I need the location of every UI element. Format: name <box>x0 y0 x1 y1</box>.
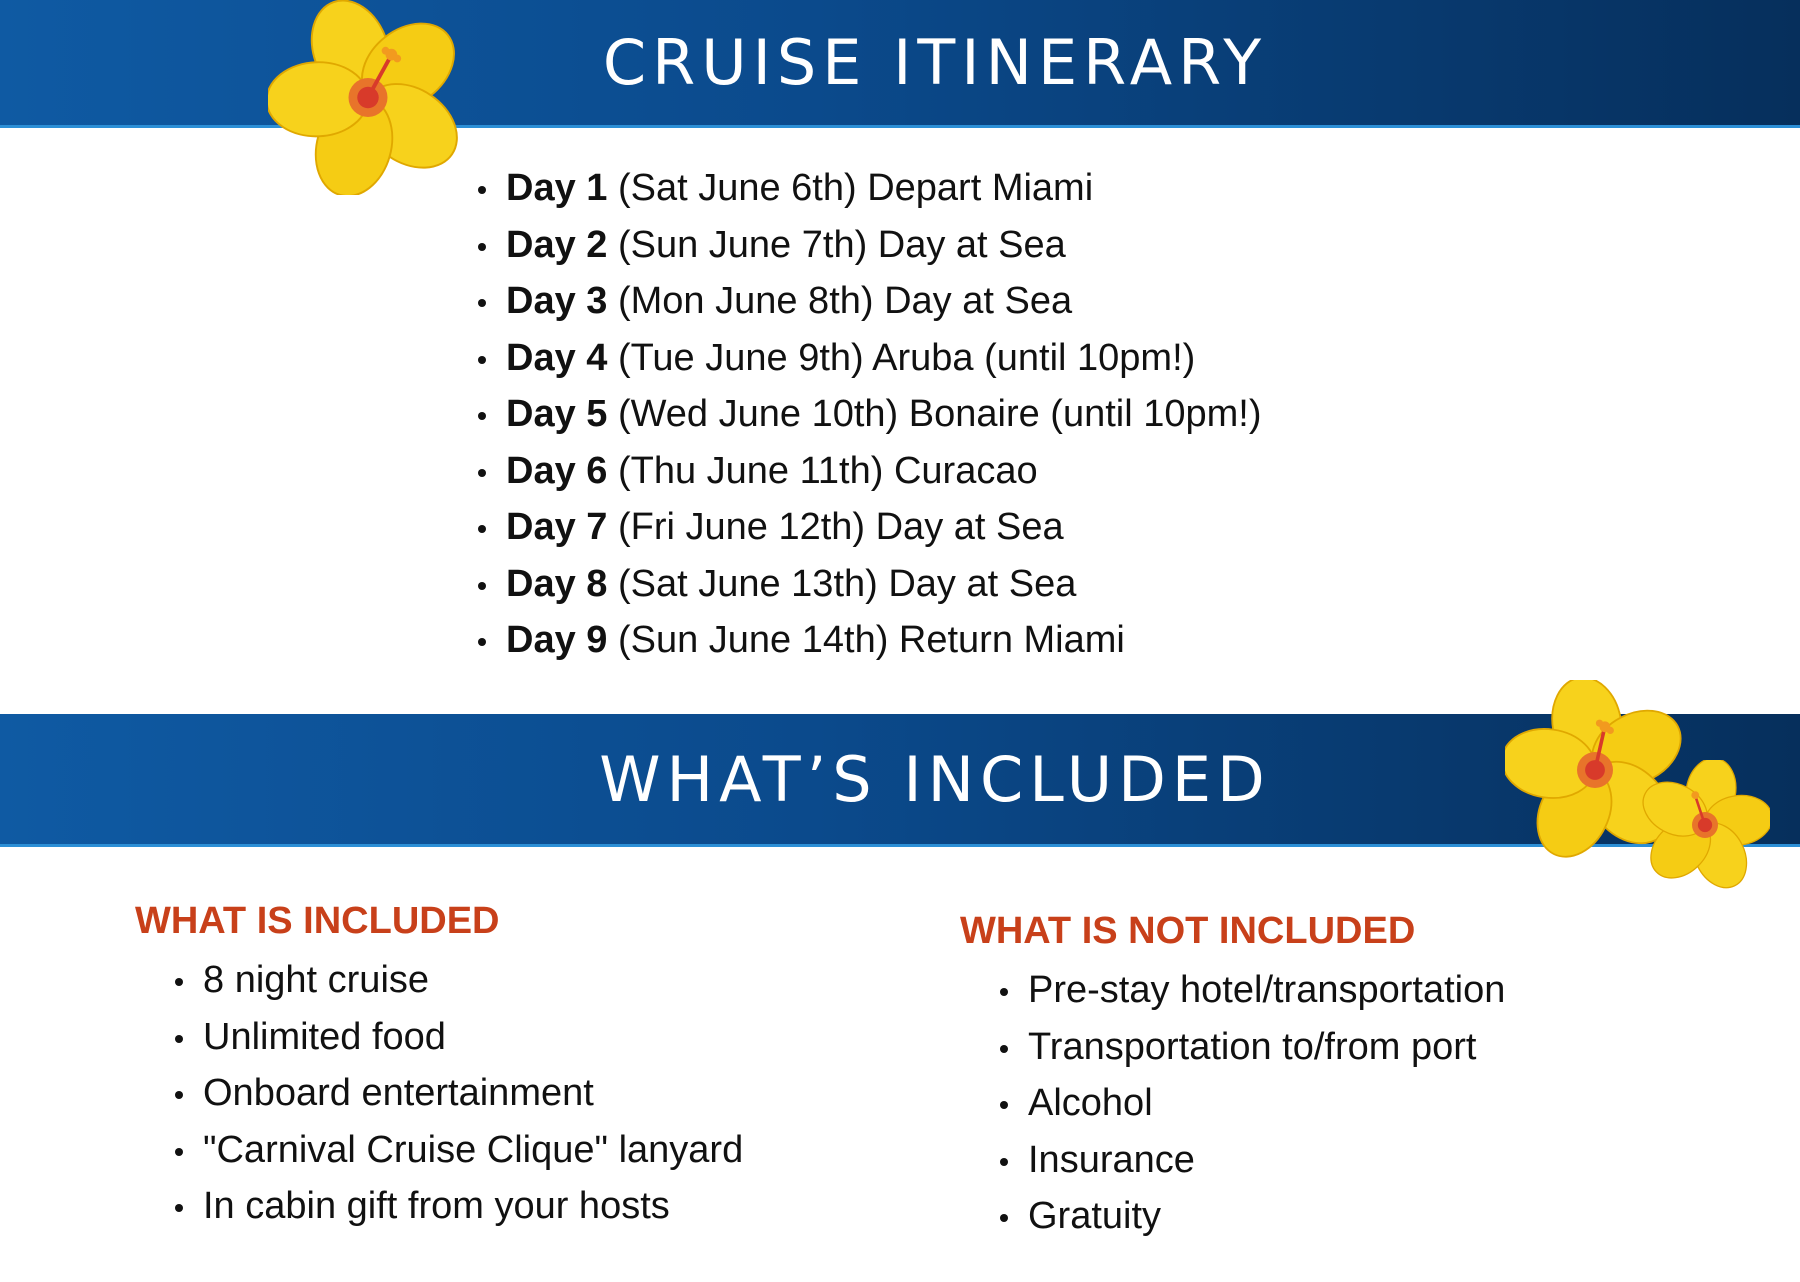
list-item: "Carnival Cruise Clique" lanyard <box>173 1122 743 1179</box>
list-item <box>476 273 1261 330</box>
included-list <box>173 952 743 1235</box>
day-detail: (Sun June 7th) Day at Sea <box>607 223 1066 266</box>
day-detail: (Sat June 13th) Day at Sea <box>607 562 1077 605</box>
day-label: Day 8 <box>506 562 608 605</box>
day-detail: (Wed June 10th) Bonaire (until 10pm!) <box>607 393 1262 435</box>
day-label: Day 2 <box>506 223 608 266</box>
list-item: In cabin gift from your hosts <box>173 1178 743 1235</box>
list-item <box>476 330 1261 387</box>
included-title: WHAT’S INCLUDED <box>599 742 1271 816</box>
list-item: Insurance <box>998 1132 1505 1189</box>
day-label: Day 6 <box>506 449 608 492</box>
list-item: 8 night cruise <box>173 952 743 1009</box>
day-detail: (Sat June 6th) Depart Miami <box>607 167 1094 209</box>
list-item <box>476 443 1261 500</box>
list-item <box>476 612 1261 669</box>
list-item: Alcohol <box>998 1075 1505 1132</box>
itinerary-list <box>476 160 1261 669</box>
itinerary-title: CRUISE ITINERARY <box>602 26 1268 99</box>
day-label: Day 3 <box>506 280 608 322</box>
day-detail: (Sun June 14th) Return Miami <box>607 619 1125 661</box>
list-item <box>476 386 1261 443</box>
list-item: Transportation to/from port <box>998 1019 1505 1076</box>
list-item: Gratuity <box>998 1188 1505 1245</box>
hibiscus-flower-icon <box>268 0 468 195</box>
day-label: Day 7 <box>506 506 608 548</box>
day-label: Day 1 <box>506 167 608 209</box>
not-included-list <box>998 962 1505 1245</box>
included-heading: WHAT IS INCLUDED <box>135 900 500 942</box>
list-item: Unlimited food <box>173 1009 743 1066</box>
list-item <box>476 499 1261 556</box>
list-item <box>476 160 1261 217</box>
day-detail: (Thu June 11th) Curacao <box>607 449 1038 492</box>
day-detail: (Fri June 12th) Day at Sea <box>607 506 1064 548</box>
day-label: Day 4 <box>506 336 608 379</box>
not-included-heading: WHAT IS NOT INCLUDED <box>960 910 1416 952</box>
day-label: Day 9 <box>506 619 608 661</box>
list-item: Onboard entertainment <box>173 1065 743 1122</box>
day-detail: (Tue June 9th) Aruba (until 10pm!) <box>607 336 1196 379</box>
day-label: Day 5 <box>506 393 608 435</box>
day-detail: (Mon June 8th) Day at Sea <box>607 280 1073 322</box>
hibiscus-flower-icon <box>1640 760 1770 890</box>
list-item <box>476 217 1261 274</box>
list-item: Pre-stay hotel/transportation <box>998 962 1505 1019</box>
list-item <box>476 556 1261 613</box>
